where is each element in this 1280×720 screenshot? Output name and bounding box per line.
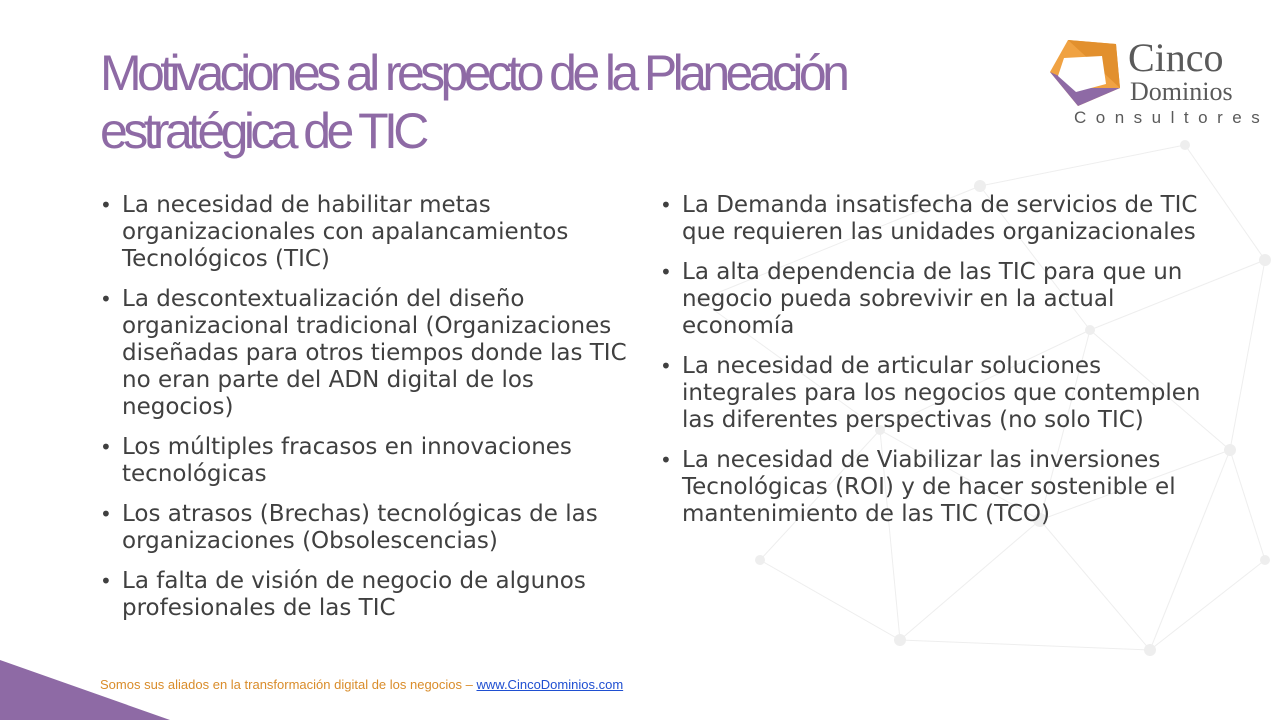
slide-title: Motivaciones al respecto de la Planeación estratégica de TIC — [100, 45, 846, 159]
bullet-item: • La necesidad de articular soluciones integrales para los negocios que contemplen las diferentes perspectivas (no solo TIC) — [660, 353, 1220, 434]
left-bullet-list — [100, 192, 640, 635]
footer — [100, 677, 623, 693]
logo-text-consultores: Consultores — [1074, 108, 1270, 127]
bullet-item: • La falta de visión de negocio de algunos profesionales de las TIC — [100, 568, 640, 622]
right-bullet-list — [660, 192, 1220, 541]
footer-website-link[interactable]: www.CincoDominios.com — [476, 677, 624, 692]
bullet-item: • Los múltiples fracasos en innovaciones tecnológicas — [100, 434, 640, 488]
bullet-item: • La descontextualización del diseño organizacional tradicional (Organizaciones diseñadas para otros tiempos donde las TIC no eran parte del ADN digital de los negocios) — [100, 286, 640, 421]
bullet-item: • Los atrasos (Brechas) tecnológicas de las organizaciones (Obsolescencias) — [100, 501, 640, 555]
logo-text-cinco: Cinco — [1128, 35, 1224, 80]
bullet-item: • La alta dependencia de las TIC para que un negocio pueda sobrevivir en la actual economía — [660, 259, 1220, 340]
cinco-dominios-logo — [1046, 35, 1270, 132]
bullet-item: • La Demanda insatisfecha de servicios de TIC que requieren las unidades organizacionales — [660, 192, 1220, 246]
footer-text: Somos sus aliados en la transformación digital de los negocios – — [100, 677, 477, 692]
logo-text-dominios: Dominios — [1130, 77, 1233, 106]
logo-pentagon-icon — [1046, 36, 1126, 112]
bullet-item: • La necesidad de habilitar metas organizacionales con apalancamientos Tecnológicos (TIC) — [100, 192, 640, 273]
bullet-item: • La necesidad de Viabilizar las inversiones Tecnológicas (ROI) y de hacer sostenible el mantenimiento de las TIC (TCO) — [660, 447, 1220, 528]
